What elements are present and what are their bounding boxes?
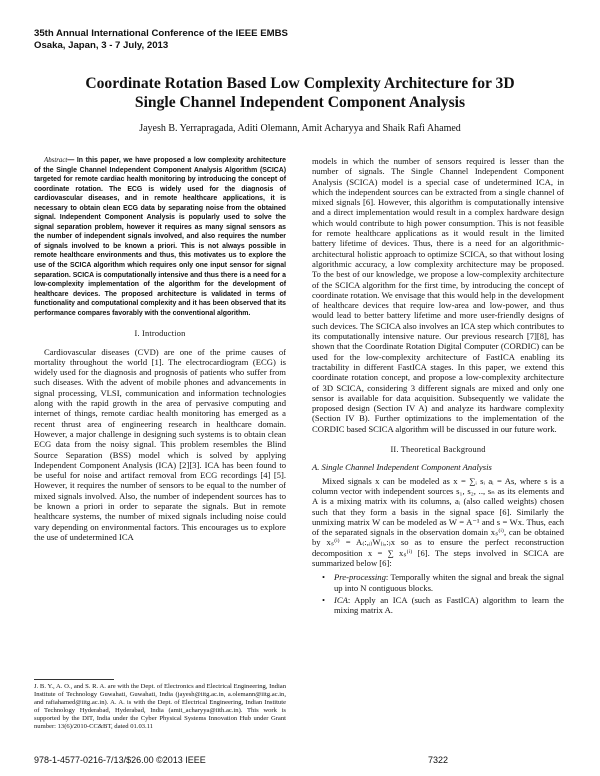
- list-item: [312, 595, 564, 616]
- paper-title: [40, 74, 560, 112]
- step-term: ICA: [334, 594, 348, 605]
- footnote-rule: [34, 679, 114, 680]
- conference-name: 35th Annual International Conference of the IEEE EMBS: [34, 28, 288, 39]
- title-line-1: Coordinate Rotation Based Low Complexity Architecture for 3D: [85, 75, 515, 92]
- right-column: [312, 156, 564, 617]
- section-heading-theory: II. Theoretical Background: [390, 445, 486, 455]
- scica-steps-list: [312, 572, 564, 615]
- abstract-label: Abstract: [44, 157, 68, 164]
- abstract-text: — In this paper, we have proposed a low complexity architecture of the Single Channel Independent Component Analysis Algorithm (SCICA) targeted for remote cardiac health monitoring by introducing the concept of coordinate rotation. The ECG is widely used for the diagnosis of cardiovascular diseases, and in remote healthcare applications, it is necessary to obtain clean ECG data by separating noise from the obtained signal. Independent Component Analysis is popularly used to solve the signal separation problem, however it requires as many signal sensors as the number of independent signals involved, and also requires the number of signals involved to be known a priori. This is not always possible in remote healthcare environments and thus, this motivates us to explore the use of the SCICA algorithm which requires only one input sensor for signal separation. SCICA is computationally intensive and thus there is a need for a low-complexity implementation of the algorithm for the development of healthcare devices. The proposed architecture is validated in terms of functionality and computational complexity and it has been observed that its performance compares favorably with the conventional algorithm.: [34, 157, 286, 317]
- left-column: [34, 156, 286, 542]
- conference-location: Osaka, Japan, 3 - 7 July, 2013: [34, 39, 169, 51]
- abstract: [34, 156, 286, 318]
- author-list: Jayesh B. Yerrapragada, Aditi Olemann, Amit Acharyya and Shaik Rafi Ahamed: [139, 123, 461, 134]
- bullet-icon: •: [322, 594, 326, 605]
- author-footnote: J. B. Y., A. O., and S. R. A. are with the Dept. of Electronics and Electrical Engineering, Indian Institute of Technology Guwahati, Guwahati, India (jayesh@iitg.ac.in, a.olemann@iitg.ac.in, and rafiahamed@iitg.ac.in). A. A. is with the Dept. of Electrical Engineering, Indian Institute of Technology Hyderabad, Hyderabad, India (amit_acharyya@iith.ac.in). This work is supported by the DIT, India under the Cyber Physical Systems Innovation Hub under Grant number: 13(6)/2010-CC&BT, dated 01.03.11: [34, 683, 286, 731]
- step-text: : Apply an ICA (such as FastICA) algorithm to learn the mixing matrix A.: [334, 594, 564, 616]
- title-line-2: Single Channel Independent Component Analysis: [134, 94, 466, 111]
- page-number: 7322: [428, 755, 449, 765]
- section-heading-introduction: I. Introduction: [134, 329, 186, 339]
- subsection-heading-scica: A. Single Channel Independent Component Analysis: [312, 462, 492, 473]
- isbn-footer: 978-1-4577-0216-7/13/$26.00 ©2013 IEEE: [34, 755, 206, 765]
- conference-header: [34, 28, 288, 51]
- step-term: Pre-processing: [334, 572, 386, 583]
- step-text: : Temporally whiten the signal and break the signal up into N contiguous blocks.: [334, 572, 564, 593]
- theory-paragraph-1: Mixed signals x can be modeled as x = ∑ᵢ sᵢ aᵢ = As, where s is a column vector with independent sources s₁, s₂, .., sₙ as its elements and A is a mixing matrix with its columns, aᵢ (also called weights) chosen such that they form a basis in the signal space [6]. Similarly the unmixing matrix W can be modeled as W = A⁻¹ and s = Wx. Thus, each of the separated signals in the observation domain xₛ⁽ⁱ⁾, can be obtained by xₛ⁽ⁱ⁾ = A₍:,ᵢ₎W₍ᵢ,:₎x so as to ensure the perfect reconstruction decomposition x = ∑ xₛ⁽ⁱ⁾ [6]. The steps involved in SCICA are summarized below [6]:: [312, 475, 564, 568]
- intro-paragraph-1: Cardiovascular diseases (CVD) are one of the prime causes of mortality throughout the world [1]. The electrocardiogram (ECG) is widely used for the diagnosis and prognosis of patients who suffer from such diseases. With the advent of mobile phones and advancements in signal processing, VLSI, communication and information technologies along with the rapid growth in the area of pervasive computing and internet of things, remote cardiac health monitoring has emerged as a recent thrust area of engineering research in healthcare domain. However, a major challenge in designing such systems is to obtain clean ECG data from the noisy signal. This problem resembles the Blind Source Separation (BSS) model which is solved by applying Independent Component Analysis (ICA) [2][3]. ICA has been found to be useful for noise and artifact removal from ECG recordings [4] [5]. However, it requires the number of sensors to be equal to the number of mixed signals involved. Also, the number of independent sources has to be known a priori in order to separate the signals. But in remote healthcare systems, the number of mixed signals including noise could vary depending on environmental factors. This encourages us to explore the use of undetermined ICA: [34, 346, 286, 542]
- intro-paragraph-2: models in which the number of sensors required is lesser than the number of signals. The Single Channel Independent Component Analysis (SCICA) model is a special case of undetermined ICA, in which the independent sources can be extracted from a single channel of mixed signals [6]. However, this algorithm is computationally intensive and a direct implementation would result in a complex hardware design which would contribute to high power consumption. This is not feasible for remote healthcare applications as it would result in the limited battery lifetime of devices. Thus, there is a need for an algorithmic-architectural holistic approach to optimize SCICA, so that without losing algorithmic accuracy, a low complexity architecture may be proposed. To the best of our knowledge, we propose a low-complexity architecture of the SCICA algorithm for the first time, by introducing the concept of coordinate rotation. We envisage that this would help in the development of healthcare devices that require low-area and low-power, and thus would lead to better battery lifetime and more user-friendly designs of such devices. The SCICA also involves an ICA step which contributes to its computationally intensive nature. Our previous research [7][8], has shown that the Coordinate Rotation Digital Computer (CORDIC) can be used for the low-complexity architecture of FastICA enabling its tractability in different FastICA stages. In this paper, we extend this coordinate rotation concept, and propose a low-complexity architecture of 3D SCICA, considering 3 different signals are mixed and only one sensor is available for data acquisition. Subsequently we validate the proposed design (Section IV A) and analyze its hardware complexity (Section IV B). Further optimizations to the implementation of the CORDIC based SCICA algorithm will be discussed in our future work.: [312, 156, 564, 434]
- bullet-icon: •: [322, 572, 326, 583]
- list-item: [312, 572, 564, 593]
